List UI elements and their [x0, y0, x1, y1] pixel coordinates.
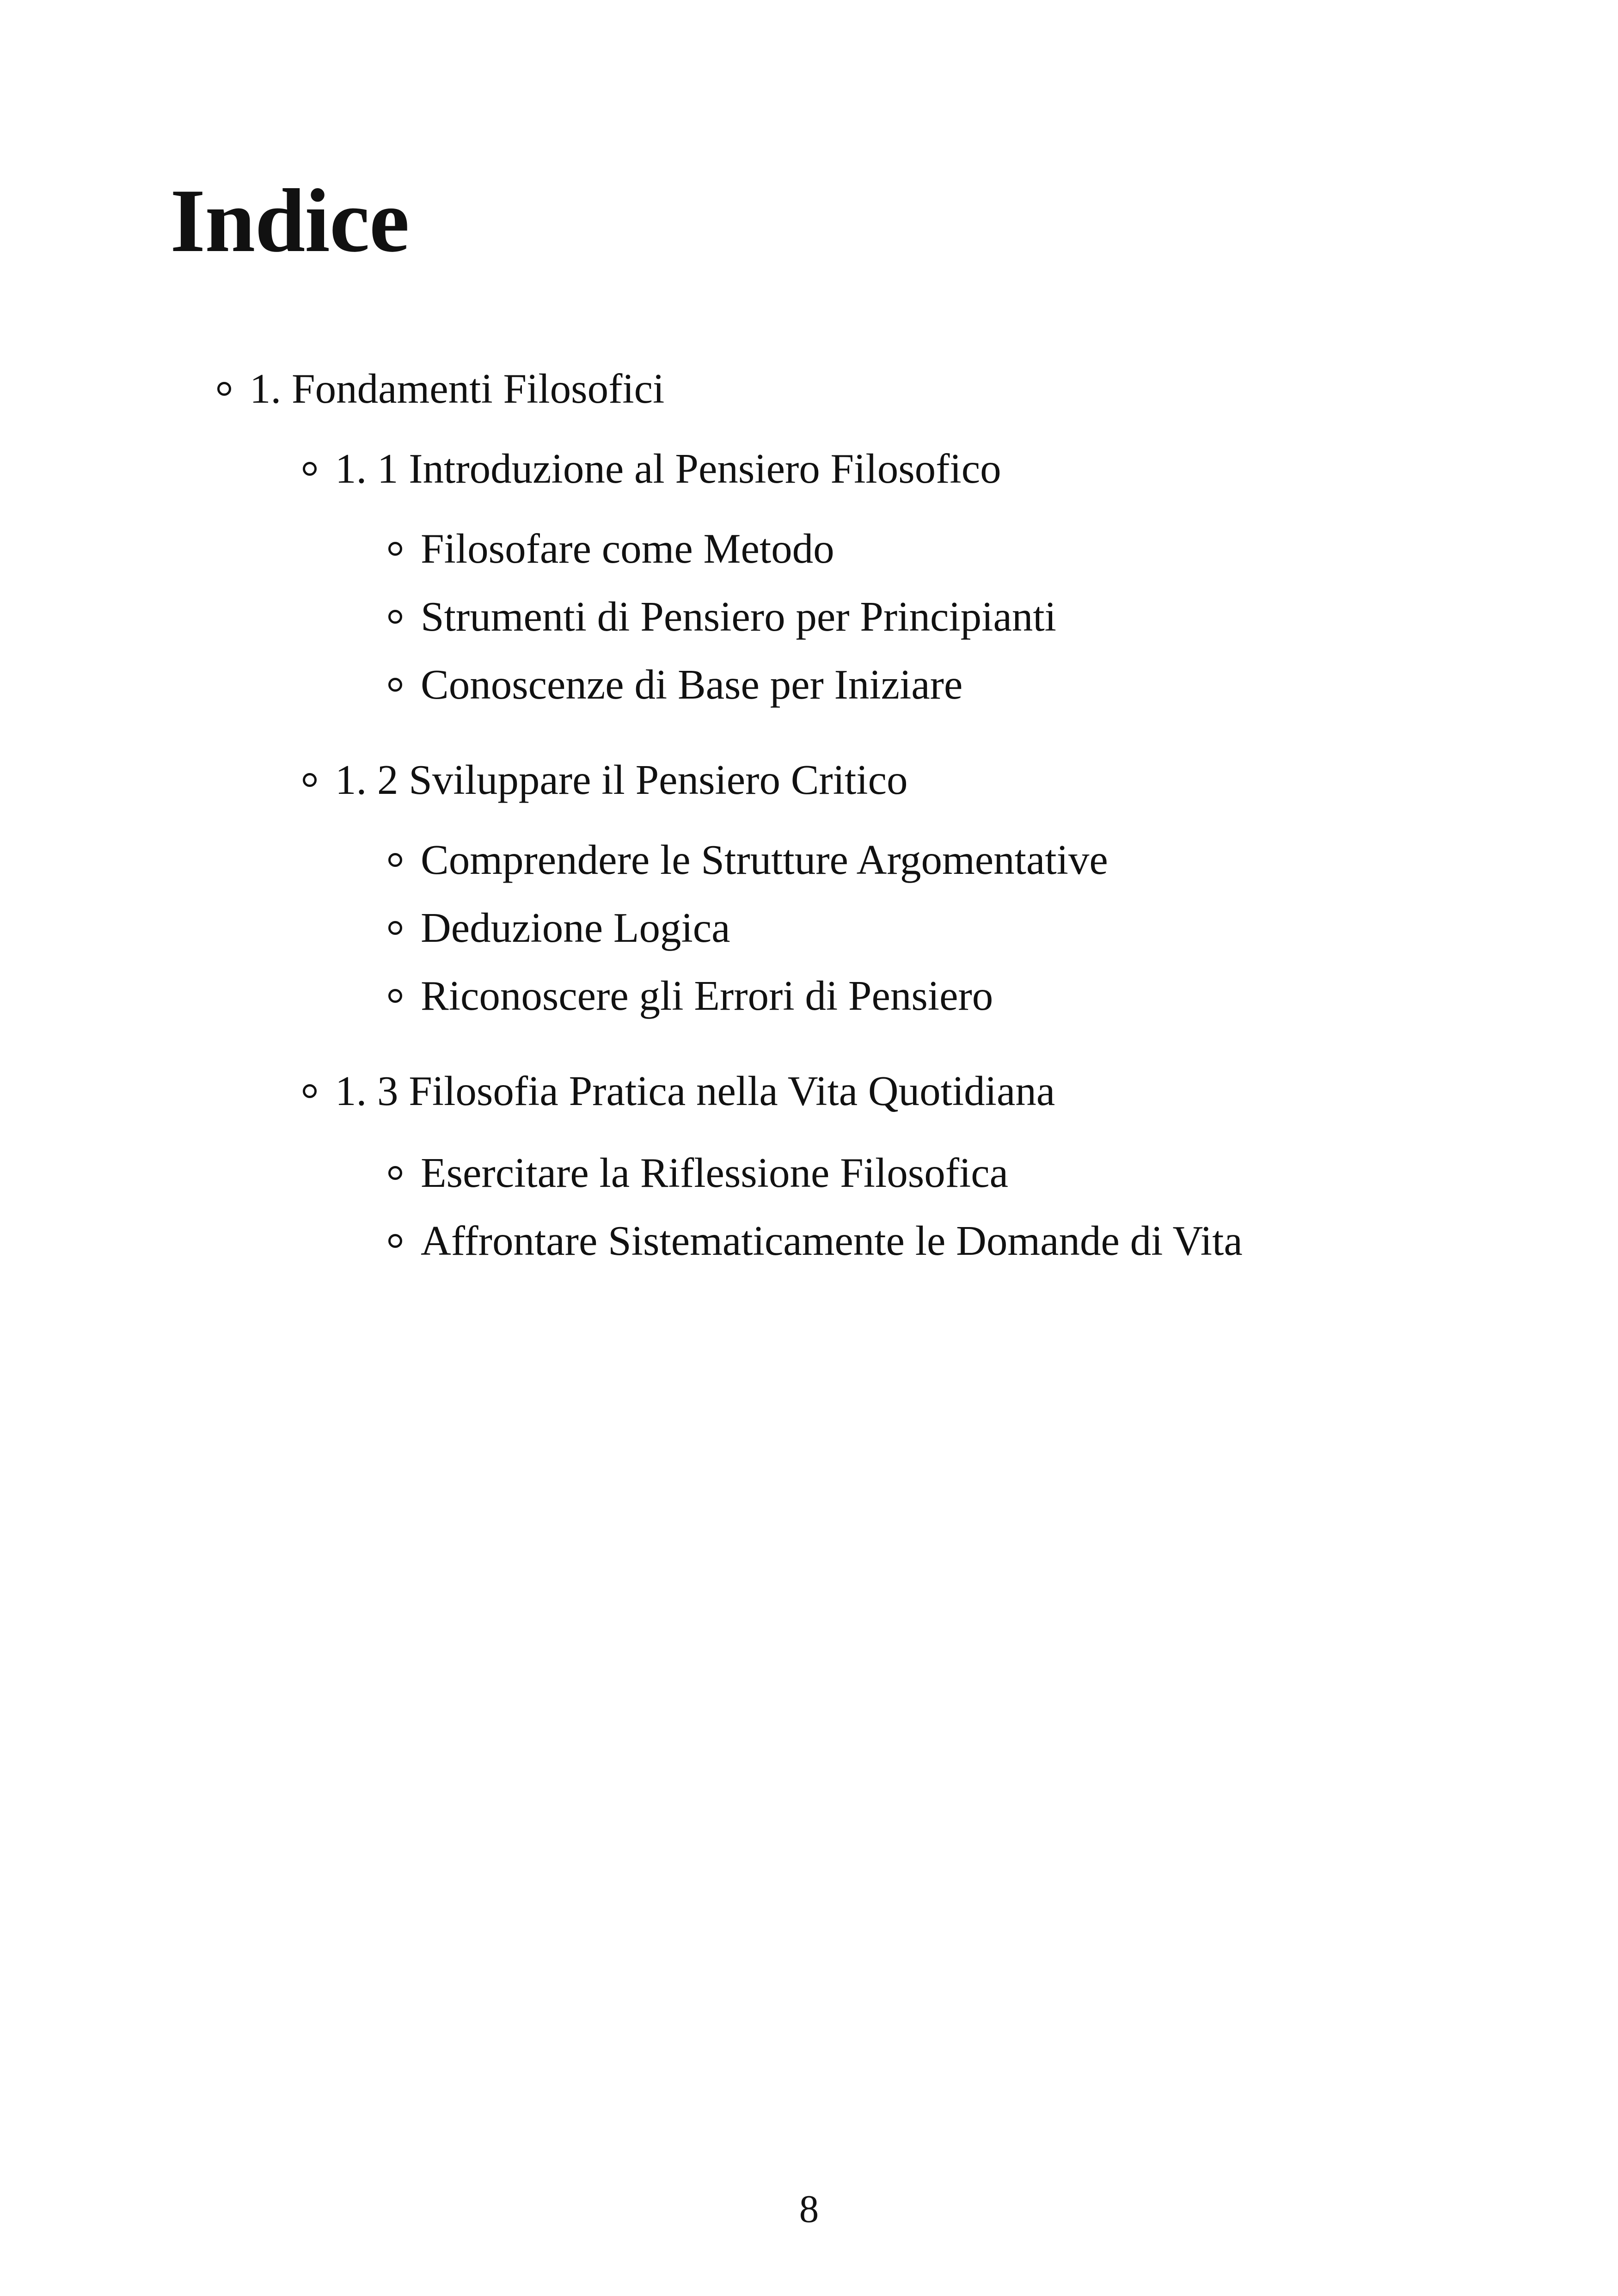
bullet-icon [388, 678, 402, 692]
toc-entry-level-3[interactable] [388, 972, 993, 1019]
page-title: Indice [170, 171, 409, 271]
toc-entry-level-3[interactable] [388, 836, 1108, 883]
toc-entry-label: Conoscenze di Base per Iniziare [421, 661, 963, 708]
bullet-icon [303, 1084, 317, 1098]
toc-entry-level-1[interactable] [217, 365, 665, 412]
toc-entry-label: Strumenti di Pensiero per Principianti [421, 593, 1056, 640]
bullet-icon [303, 773, 317, 787]
toc-entry-level-2[interactable] [303, 445, 1001, 492]
toc-entry-level-3[interactable] [388, 1149, 1009, 1196]
toc-entry-level-2[interactable] [303, 756, 908, 803]
bullet-icon [388, 542, 402, 556]
bullet-icon [303, 462, 317, 476]
toc-entry-label: Affrontare Sistematicamente le Domande di Vita [421, 1217, 1243, 1264]
toc-entry-level-3[interactable] [388, 595, 1056, 638]
bullet-icon [388, 989, 402, 1003]
toc-entry-label: Comprendere le Strutture Argomentative [421, 836, 1108, 883]
toc-entry-level-3[interactable] [388, 663, 962, 706]
toc-entry-label: 1. 3 Filosofia Pratica nella Vita Quotidiana [335, 1068, 1055, 1114]
toc-entry-label: Filosofare come Metodo [421, 525, 834, 572]
toc-entry-label: Riconoscere gli Errori di Pensiero [421, 972, 993, 1019]
bullet-icon [217, 382, 231, 396]
toc-entry-level-3[interactable] [388, 1217, 1243, 1264]
bullet-icon [388, 921, 402, 935]
toc-entry-level-3[interactable] [388, 904, 730, 951]
bullet-icon [388, 853, 402, 867]
bullet-icon [388, 1166, 402, 1180]
bullet-icon [388, 610, 402, 624]
toc-entry-label: Esercitare la Riflessione Filosofica [421, 1149, 1009, 1196]
toc-entry-label: 1. 1 Introduzione al Pensiero Filosofico [335, 445, 1001, 492]
page-number: 8 [799, 2187, 819, 2231]
toc-entry-level-2[interactable] [303, 1070, 1055, 1112]
bullet-icon [388, 1234, 402, 1248]
toc-entry-label: 1. 2 Sviluppare il Pensiero Critico [335, 756, 908, 803]
toc-entry-label: Deduzione Logica [421, 904, 730, 951]
toc-entry-level-3[interactable] [388, 525, 834, 572]
toc-entry-label: 1. Fondamenti Filosofici [250, 365, 665, 412]
